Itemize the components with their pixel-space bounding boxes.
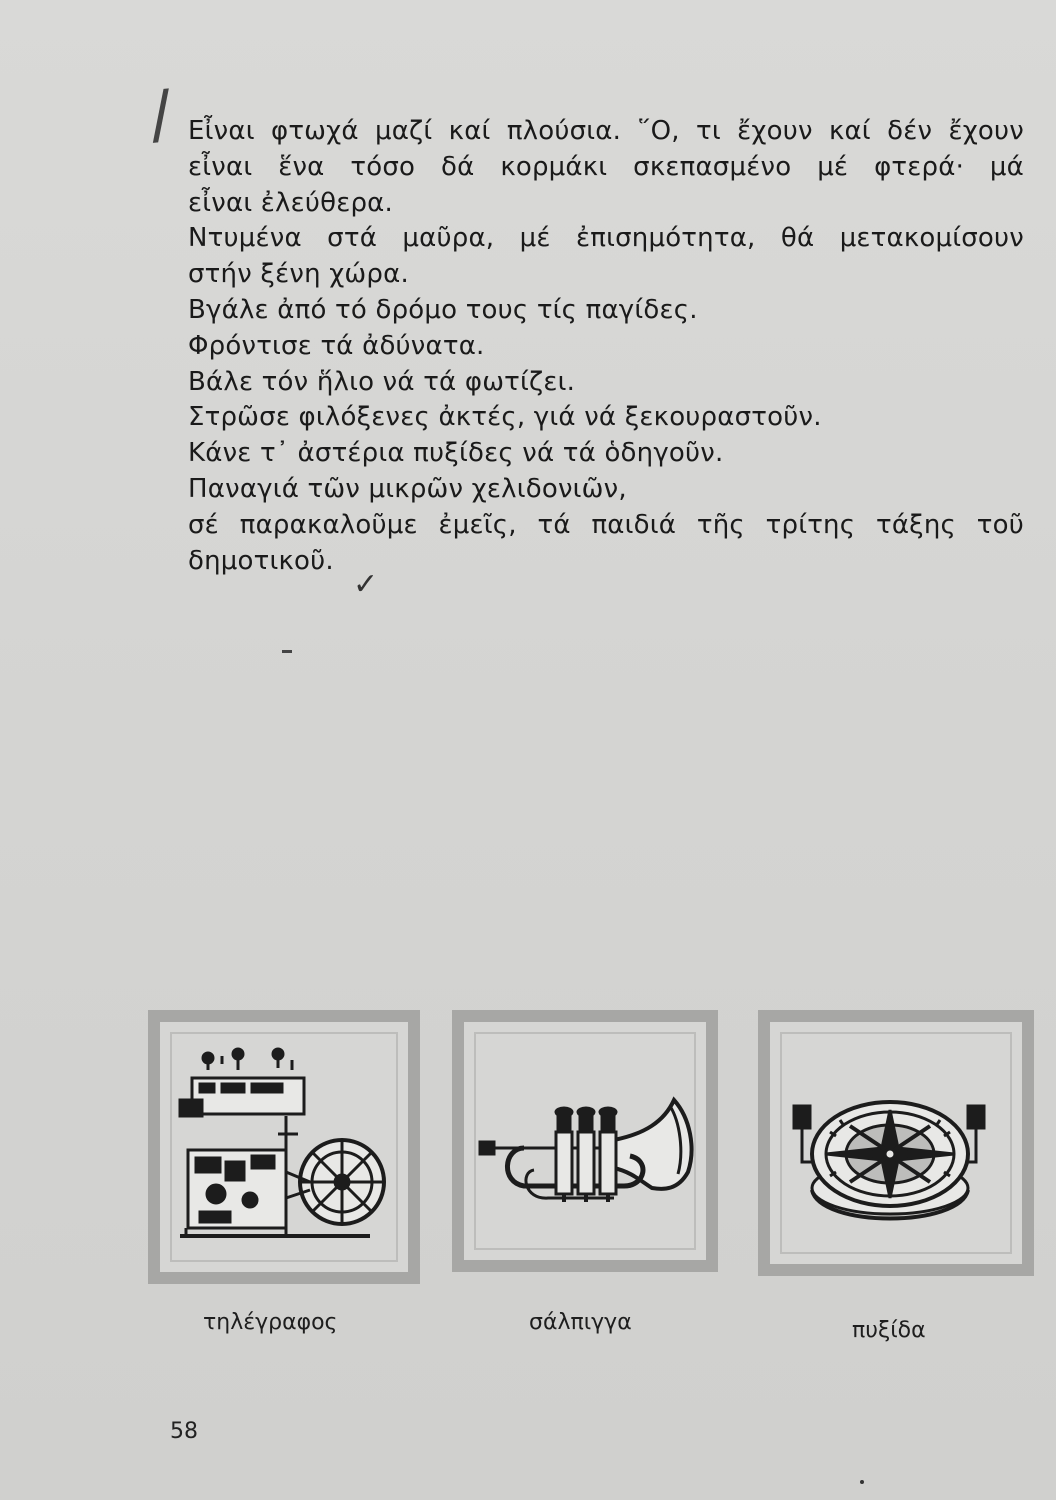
- poem-line: Κάνε τ᾽ ἀστέρια πυξίδες νά τά ὁδηγοῦν.: [188, 438, 724, 469]
- picture-row: [148, 1010, 1028, 1288]
- pencil-mark: [282, 650, 292, 653]
- poem-line: εἶναι ἕνα τόσο δά κορμάκι σκεπασμένο μέ φτερά· μά: [188, 151, 1024, 182]
- ink-dot: [860, 1480, 864, 1484]
- bleed-through-text: [180, 590, 1040, 738]
- telegraph-icon: [160, 1022, 408, 1272]
- poem-line: Στρῶσε φιλόξενες ἀκτές, γιά νά ξεκουραστοῦν.: [188, 402, 822, 433]
- check-mark-icon: /: [146, 77, 176, 153]
- poem-line: σέ παρακαλοῦμε ἐμεῖς, τά παιδιά τῆς τρίτης τάξης τοῦ: [188, 509, 1024, 540]
- caption-telegraph: τηλέγραφος: [203, 1310, 338, 1335]
- poem-line: Ντυμένα στά μαῦρα, μέ ἐπισημότητα, θά μετακομίσουν: [188, 223, 1024, 254]
- picture-frame-compass: [758, 1010, 1034, 1276]
- poem-line: Εἶναι φτωχά μαζί καί πλούσια. ῞Ο, τι ἔχουν καί δέν ἔχουν: [188, 116, 1024, 146]
- poem-line: Βάλε τόν ἥλιο νά τά φωτίζει.: [188, 366, 576, 397]
- trumpet-icon: [464, 1022, 706, 1260]
- caption-trumpet: σάλπιγγα: [529, 1310, 632, 1335]
- poem-text: [188, 114, 1038, 579]
- caption-compass: πυξίδα: [852, 1318, 926, 1343]
- page-number: 58: [170, 1419, 198, 1444]
- poem-line: στήν ξένη χώρα.: [188, 259, 409, 290]
- picture-frame-trumpet: [452, 1010, 718, 1272]
- picture-frame-telegraph: [148, 1010, 420, 1284]
- poem-line: Βγάλε ἀπό τό δρόμο τους τίς παγίδες.: [188, 294, 698, 325]
- compass-icon: [770, 1022, 1022, 1264]
- poem-line: Παναγιά τῶν μικρῶν χελιδονιῶν,: [188, 473, 627, 504]
- poem-line: εἶναι ἐλεύθερα.: [188, 187, 393, 218]
- poem-line: Φρόντισε τά ἀδύνατα.: [188, 330, 485, 361]
- check-mark-icon: ✓: [353, 567, 379, 602]
- poem-line: δημοτικοῦ.: [188, 545, 334, 576]
